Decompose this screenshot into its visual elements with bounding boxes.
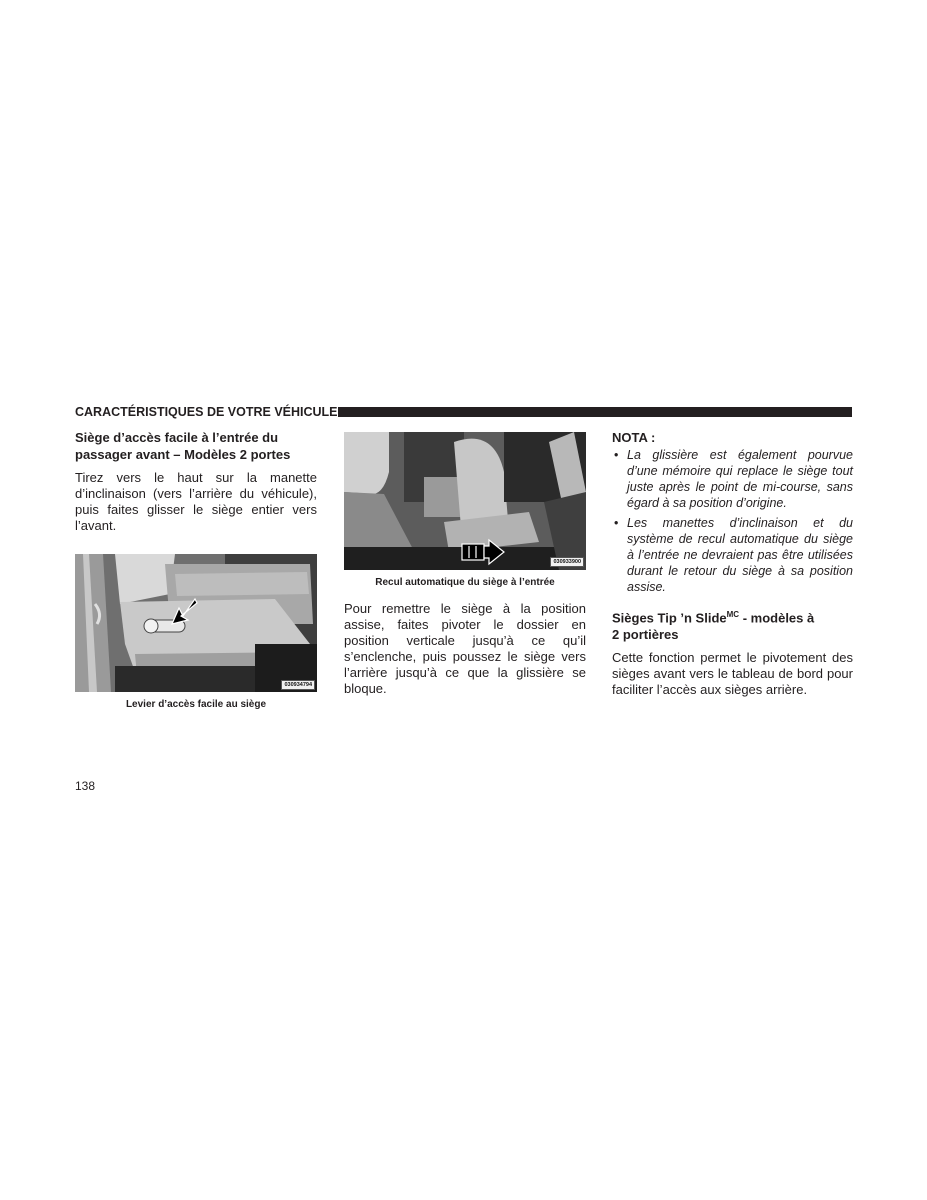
bullet-icon: •	[614, 516, 619, 530]
page-number: 138	[75, 779, 96, 793]
section-header-bar	[338, 407, 852, 417]
seat-lever-illustration	[75, 554, 317, 692]
heading-main: Sièges Tip ’n Slide	[612, 610, 727, 626]
figure-easy-entry-lever	[75, 554, 317, 692]
figure-caption: Recul automatique du siège à l’entrée	[375, 577, 555, 588]
column-right	[612, 430, 853, 698]
column-middle	[344, 432, 586, 697]
nota-list	[612, 447, 853, 595]
easy-entry-paragraph: Tirez vers le haut sur la manette d’inclinaison (vers l’arrière du véhicule), puis faites glisser le siège entier vers l’avant.	[75, 470, 317, 533]
section-heading-tip-n-slide	[612, 607, 853, 643]
heading-superscript: MC	[726, 610, 740, 619]
column-left	[75, 430, 317, 710]
figure-code: 030933900	[550, 557, 584, 567]
nota-item-text: Les manettes d’inclinaison et du système de recul automatique du siège à l’entrée ne devraient pas être utilisées durant le retour du siège à sa position assise.	[627, 516, 853, 594]
seat-return-paragraph: Pour remettre le siège à la position assise, faites pivoter le dossier en position verticale jusqu’à ce qu’il s’enclenche, puis poussez le siège vers l’arrière jusqu’à ce que la glissière se bloque.	[344, 601, 586, 696]
heading-rest: - modèles à	[739, 610, 815, 626]
tip-n-slide-paragraph: Cette fonction permet le pivotement des sièges avant vers le tableau de bord pour faciliter l’accès aux sièges arrière.	[612, 650, 853, 698]
nota-item	[612, 447, 853, 511]
nota-item-text: La glissière est également pourvue d’une mémoire qui replace le siège tout juste après le point de mi-course, sans égard à sa position d’origine.	[627, 448, 853, 510]
heading-line2: 2 portières	[612, 626, 679, 642]
section-header-title: CARACTÉRISTIQUES DE VOTRE VÉHICULE	[75, 405, 338, 419]
nota-item	[612, 515, 853, 595]
seat-recline-illustration	[344, 432, 586, 570]
figure-code: 030934794	[281, 680, 315, 690]
figure-caption: Levier d’accès facile au siège	[125, 699, 267, 710]
nota-label: NOTA :	[612, 430, 656, 445]
figure-auto-recline	[344, 432, 586, 570]
bullet-icon: •	[614, 448, 619, 462]
section-heading-easy-entry: Siège d’accès facile à l’entrée du passager avant – Modèles 2 portes	[75, 430, 291, 462]
